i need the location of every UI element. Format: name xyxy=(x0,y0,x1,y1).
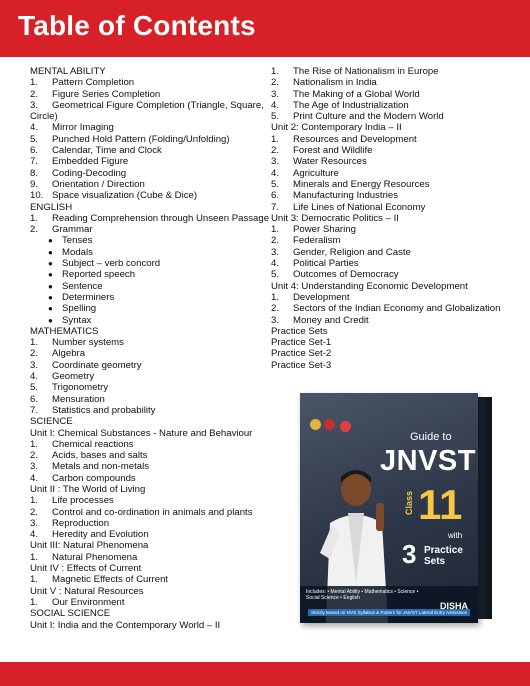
bullet-icon: ● xyxy=(48,259,53,269)
toc-entry-number: 1. xyxy=(30,551,39,563)
book-spine xyxy=(476,397,492,619)
toc-entry-text: Figure Series Completion xyxy=(52,88,161,100)
toc-entry xyxy=(271,303,511,314)
toc-entry-text: Space visualization (Cube & Dice) xyxy=(52,190,198,202)
toc-entry-number: 7. xyxy=(30,404,39,416)
toc-entry-text: Minerals and Energy Resources xyxy=(293,178,430,190)
footer-banner xyxy=(0,662,530,686)
toc-entry xyxy=(271,281,511,292)
toc-entry-text: Spelling xyxy=(62,303,97,315)
toc-entry-number: 3. xyxy=(30,517,39,529)
toc-entry-text: Subject – verb concord xyxy=(62,258,161,270)
toc-entry xyxy=(271,145,511,156)
toc-entry-number: 3. xyxy=(271,156,280,168)
toc-entry-text: Number systems xyxy=(52,337,124,349)
toc-entry-text: Geometrical Figure Completion (Triangle, Square, Circle) xyxy=(30,99,264,123)
toc-entry xyxy=(271,66,511,77)
toc-entry xyxy=(30,224,268,235)
toc-entry xyxy=(30,439,268,450)
toc-entry xyxy=(271,213,511,224)
toc-entry xyxy=(30,394,268,405)
toc-entry xyxy=(30,529,268,540)
toc-entry xyxy=(30,77,268,88)
toc-entry-number: 4. xyxy=(271,167,280,179)
toc-entry-number: 1. xyxy=(271,133,280,145)
toc-entry-number: 5. xyxy=(271,178,280,190)
toc-entry xyxy=(271,190,511,201)
bullet-icon: ● xyxy=(48,247,53,257)
toc-entry-number: 2. xyxy=(271,77,280,89)
toc-entry-text: Pattern Completion xyxy=(52,77,135,89)
toc-entry-number: 2. xyxy=(30,88,39,100)
toc-entry-text: Metals and non-metals xyxy=(52,461,150,473)
toc-entry-text: Water Resources xyxy=(293,156,367,168)
cover-practice-count: 3 xyxy=(402,539,417,569)
cover-includes-text: Includes: • Mental Ability • Mathematics • Science • Social Science • English xyxy=(306,589,419,601)
toc-entry xyxy=(30,190,268,201)
toc-entry-text: Coordinate geometry xyxy=(52,359,142,371)
toc-entry-text: Sectors of the Indian Economy and Globalization xyxy=(293,303,501,315)
toc-entry-text: Tenses xyxy=(62,235,93,247)
toc-entry xyxy=(30,473,268,484)
toc-entry-number: 3. xyxy=(271,314,280,326)
toc-entry xyxy=(30,89,268,100)
toc-entry xyxy=(271,235,511,246)
toc-entry-text: Chemical reactions xyxy=(52,438,134,450)
toc-entry-text: Practice Set-1 xyxy=(271,337,332,349)
toc-entry xyxy=(30,597,268,608)
toc-entry-text: Political Parties xyxy=(293,258,359,270)
toc-entry-number: 6. xyxy=(271,190,280,202)
toc-entry xyxy=(271,292,511,303)
cover-sets-word: Sets xyxy=(424,556,446,567)
toc-entry-text: SOCIAL SCIENCE xyxy=(30,608,111,620)
toc-entry xyxy=(271,360,511,371)
toc-entry-text: Nationalism in India xyxy=(293,77,377,89)
toc-entry-number: 1. xyxy=(30,212,39,224)
toc-entry-text: Trigonometry xyxy=(52,382,109,394)
book-front xyxy=(300,393,478,623)
page-title: Table of Contents xyxy=(18,10,256,41)
toc-entry xyxy=(271,258,511,269)
toc-entry-text: SCIENCE xyxy=(30,416,73,428)
toc-entry-text: The Age of Industrialization xyxy=(293,99,409,111)
toc-entry-text: Mirror Imaging xyxy=(52,122,114,134)
toc-entry-text: ENGLISH xyxy=(30,201,73,213)
bullet-icon: ● xyxy=(48,236,53,246)
toc-entry xyxy=(30,450,268,461)
toc-entry xyxy=(30,563,268,574)
toc-entry-text: Manufacturing Industries xyxy=(293,190,399,202)
toc-entry xyxy=(30,179,268,190)
toc-entry xyxy=(271,348,511,359)
toc-entry-text: Reproduction xyxy=(52,517,110,529)
toc-entry xyxy=(30,540,268,551)
toc-entry-text: Agriculture xyxy=(293,167,339,179)
toc-entry-text: Geometry xyxy=(52,371,95,383)
toc-entry-number: 9. xyxy=(30,178,39,190)
toc-entry xyxy=(30,620,268,631)
bullet-icon: ● xyxy=(48,292,53,302)
toc-entry-text: Magnetic Effects of Current xyxy=(52,574,169,586)
toc-entry-text: The Making of a Global World xyxy=(293,88,420,100)
toc-entry-text: Punched Hold Pattern (Folding/Unfolding) xyxy=(52,133,230,145)
toc-entry-number: 1. xyxy=(271,291,280,303)
toc-entry-text: Federalism xyxy=(293,235,341,247)
toc-entry-text: Mensuration xyxy=(52,393,105,405)
badge-icon xyxy=(340,421,351,432)
toc-entry-text: Practice Sets xyxy=(271,325,328,337)
toc-entry xyxy=(30,461,268,472)
toc-entry-text: Unit I: Chemical Substances - Nature and Behaviour xyxy=(30,427,253,439)
toc-entry xyxy=(30,518,268,529)
toc-entry xyxy=(30,416,268,427)
toc-entry xyxy=(30,405,268,416)
toc-entry-text: Money and Credit xyxy=(293,314,369,326)
toc-entry-number: 4. xyxy=(30,529,39,541)
toc-entry-number: 4. xyxy=(271,258,280,270)
toc-column-left xyxy=(30,66,268,631)
toc-entry xyxy=(30,168,268,179)
toc-entry-text: Sentence xyxy=(62,280,103,292)
toc-entry xyxy=(271,247,511,258)
toc-entry xyxy=(30,156,268,167)
toc-entry-number: 4. xyxy=(30,371,39,383)
toc-entry xyxy=(271,179,511,190)
bullet-icon: ● xyxy=(48,304,53,314)
toc-entry xyxy=(30,247,268,258)
toc-entry-number: 3. xyxy=(30,359,39,371)
toc-entry-number: 1. xyxy=(30,77,39,89)
cover-practice-label xyxy=(424,545,463,567)
toc-column-right xyxy=(271,66,511,371)
toc-entry-text: Print Culture and the Modern World xyxy=(293,111,444,123)
toc-entry-text: Modals xyxy=(62,246,93,258)
toc-entry xyxy=(30,292,268,303)
toc-entry xyxy=(30,315,268,326)
toc-entry-text: MENTAL ABILITY xyxy=(30,66,106,77)
toc-entry-number: 4. xyxy=(30,122,39,134)
toc-entry xyxy=(30,586,268,597)
badge-icon xyxy=(324,419,335,430)
cover-guide-text: Guide to xyxy=(410,431,452,443)
toc-entry xyxy=(30,303,268,314)
toc-entry-text: Power Sharing xyxy=(293,224,356,236)
toc-entry-number: 3. xyxy=(30,461,39,473)
toc-entry-text: Life Lines of National Economy xyxy=(293,201,426,213)
toc-entry-number: 5. xyxy=(271,269,280,281)
toc-entry-number: 6. xyxy=(30,145,39,157)
toc-entry-number: 2. xyxy=(30,506,39,518)
toc-entry-number: 2. xyxy=(271,145,280,157)
toc-entry-text: Algebra xyxy=(52,348,86,360)
toc-entry-text: Gender, Religion and Caste xyxy=(293,246,411,258)
toc-entry-text: MATHEMATICS xyxy=(30,325,99,337)
toc-entry-text: Orientation / Direction xyxy=(52,178,145,190)
toc-entry xyxy=(271,315,511,326)
toc-entry xyxy=(30,122,268,133)
toc-entry xyxy=(30,66,268,77)
toc-entry xyxy=(30,360,268,371)
publisher-logo: DISHA xyxy=(440,601,469,611)
toc-entry-number: 6. xyxy=(30,393,39,405)
toc-entry-text: Natural Phenomena xyxy=(52,551,138,563)
toc-entry-number: 5. xyxy=(271,111,280,123)
toc-entry-text: Heredity and Evolution xyxy=(52,529,149,541)
toc-entry xyxy=(30,100,268,123)
toc-entry-text: Control and co-ordination in animals and plants xyxy=(52,506,253,518)
toc-entry-number: 2. xyxy=(271,303,280,315)
toc-entry xyxy=(271,168,511,179)
toc-entry xyxy=(30,202,268,213)
toc-entry xyxy=(30,608,268,619)
toc-entry-text: Outcomes of Democracy xyxy=(293,269,399,281)
header-banner xyxy=(0,0,530,57)
toc-entry-number: 4. xyxy=(271,99,280,111)
toc-entry-text: The Rise of Nationalism in Europe xyxy=(293,66,439,77)
toc-entry-text: Unit I: India and the Contemporary World – II xyxy=(30,619,221,631)
toc-entry-text: Grammar xyxy=(52,224,93,236)
toc-entry-text: Our Environment xyxy=(52,596,125,608)
toc-entry-number: 7. xyxy=(271,201,280,213)
toc-entry xyxy=(30,484,268,495)
toc-entry-text: Forest and Wildlife xyxy=(293,145,373,157)
toc-entry-text: Unit V : Natural Resources xyxy=(30,585,144,597)
toc-entry-text: Life processes xyxy=(52,495,114,507)
toc-entry xyxy=(271,77,511,88)
cover-class-label: Class xyxy=(404,491,414,516)
toc-entry-text: Unit II : The World of Living xyxy=(30,483,146,495)
toc-entry-text: Resources and Development xyxy=(293,133,417,145)
cover-title: JNVST xyxy=(380,445,476,477)
toc-entry-text: Unit III: Natural Phenomena xyxy=(30,540,149,552)
toc-entry-number: 1. xyxy=(271,66,280,77)
toc-entry-text: Carbon compounds xyxy=(52,472,136,484)
toc-entry-number: 2. xyxy=(30,224,39,236)
toc-entry xyxy=(30,326,268,337)
toc-entry xyxy=(30,507,268,518)
toc-entry xyxy=(30,269,268,280)
toc-entry-number: 3. xyxy=(271,88,280,100)
toc-entry xyxy=(271,269,511,280)
toc-entry xyxy=(30,495,268,506)
cover-practice-word: Practice xyxy=(424,545,463,556)
toc-entry-number: 1. xyxy=(30,596,39,608)
toc-entry xyxy=(271,89,511,100)
cover-with-text: with xyxy=(448,531,463,540)
toc-entry-number: 1. xyxy=(30,495,39,507)
toc-entry xyxy=(271,122,511,133)
toc-entry xyxy=(30,134,268,145)
toc-entry-number: 2. xyxy=(271,235,280,247)
toc-entry-text: Reading Comprehension through Unseen Passage xyxy=(52,212,270,224)
toc-entry xyxy=(30,428,268,439)
toc-entry xyxy=(30,145,268,156)
toc-entry xyxy=(30,371,268,382)
toc-entry xyxy=(30,337,268,348)
toc-entry xyxy=(30,552,268,563)
toc-entry-text: Unit 4: Understanding Economic Development xyxy=(271,280,468,292)
toc-entry-number: 1. xyxy=(30,438,39,450)
toc-entry-number: 2. xyxy=(30,450,39,462)
bullet-icon: ● xyxy=(48,315,53,325)
toc-entry xyxy=(30,281,268,292)
toc-entry-text: Acids, bases and salts xyxy=(52,450,148,462)
toc-entry-text: Statistics and probability xyxy=(52,404,156,416)
toc-entry-text: Practice Set-2 xyxy=(271,348,332,360)
book-cover-image xyxy=(300,393,492,623)
toc-entry xyxy=(30,574,268,585)
toc-entry-number: 10. xyxy=(30,190,44,202)
toc-entry-text: Unit 2: Contemporary India – II xyxy=(271,122,402,134)
toc-entry xyxy=(271,156,511,167)
toc-entry-number: 5. xyxy=(30,133,39,145)
toc-entry xyxy=(271,326,511,337)
toc-entry xyxy=(30,235,268,246)
toc-entry-text: Unit 3: Democratic Politics – II xyxy=(271,212,399,224)
toc-entry-text: Practice Set-3 xyxy=(271,359,332,371)
toc-entry-number: 8. xyxy=(30,167,39,179)
badge-icon xyxy=(310,419,321,430)
toc-entry-number: 1. xyxy=(30,574,39,586)
cover-class-number: 11 xyxy=(418,481,463,528)
toc-entry-number: 3. xyxy=(30,99,39,111)
toc-entry-text: Calendar, Time and Clock xyxy=(52,145,162,157)
toc-entry-number: 4. xyxy=(30,472,39,484)
bullet-icon: ● xyxy=(48,270,53,280)
toc-entry xyxy=(30,213,268,224)
toc-entry-text: Syntax xyxy=(62,314,92,326)
toc-entry xyxy=(271,111,511,122)
toc-entry-number: 7. xyxy=(30,156,39,168)
toc-entry xyxy=(271,202,511,213)
toc-entry xyxy=(271,337,511,348)
toc-entry xyxy=(30,258,268,269)
toc-entry xyxy=(271,224,511,235)
toc-entry-number: 3. xyxy=(271,246,280,258)
toc-entry xyxy=(271,100,511,111)
toc-entry-text: Development xyxy=(293,291,350,303)
toc-entry xyxy=(271,134,511,145)
toc-entry-number: 1. xyxy=(30,337,39,349)
bullet-icon: ● xyxy=(48,281,53,291)
toc-entry-number: 2. xyxy=(30,348,39,360)
toc-entry-number: 1. xyxy=(271,224,280,236)
toc-entry-text: Determiners xyxy=(62,291,115,303)
cover-syllabus-strip: Strictly Based on NVS Syllabus & Pattern for JNVST Lateral Entry Admission xyxy=(308,609,470,616)
toc-entry xyxy=(30,348,268,359)
toc-entry-number: 5. xyxy=(30,382,39,394)
toc-entry xyxy=(30,382,268,393)
toc-entry-text: Embedded Figure xyxy=(52,156,129,168)
toc-entry-text: Reported speech xyxy=(62,269,136,281)
toc-entry-text: Unit IV : Effects of Current xyxy=(30,563,142,575)
toc-entry-text: Coding-Decoding xyxy=(52,167,127,179)
